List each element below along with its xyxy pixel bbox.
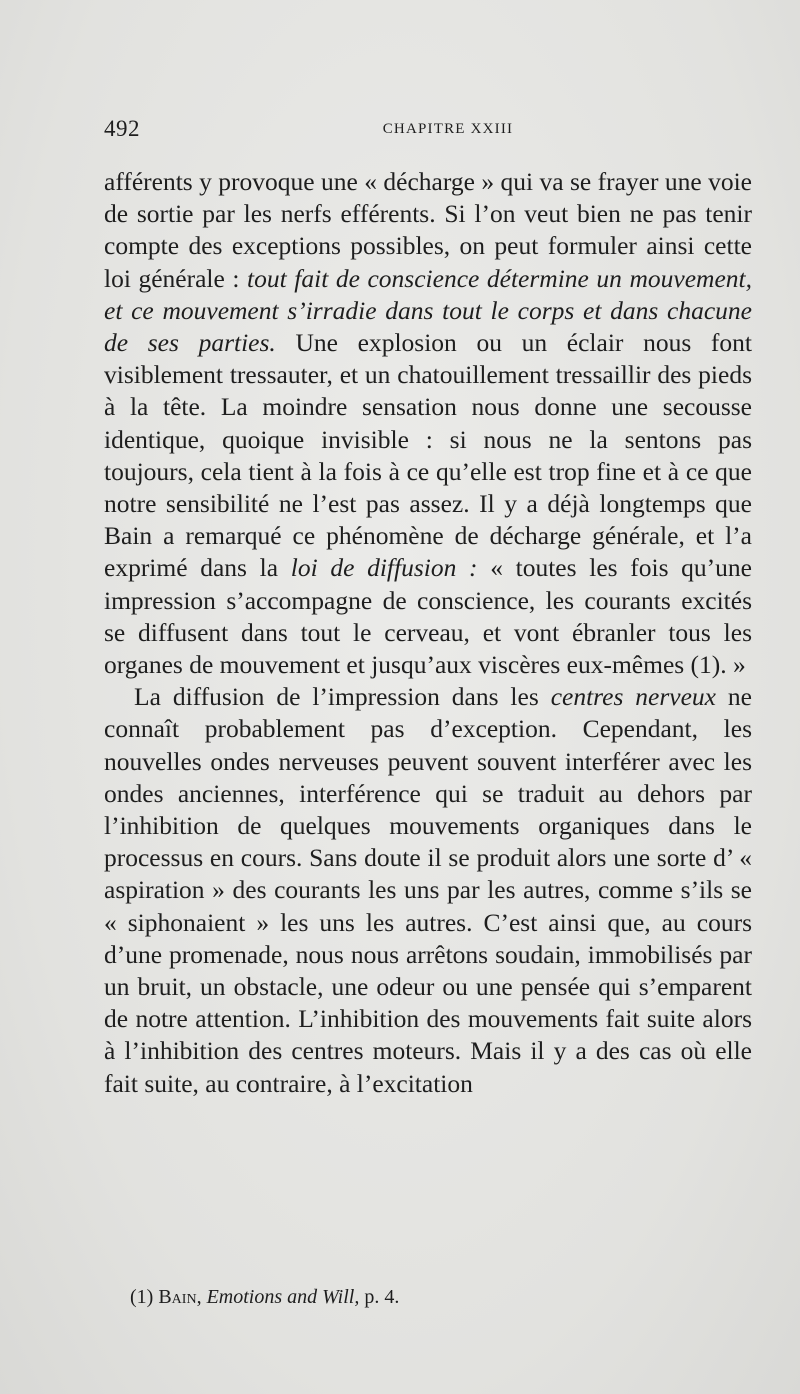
paragraph-2-italic-centres: centres nerveux (550, 682, 716, 712)
paragraph-1-text-a: afférents y provoque une « décharge » qui va se frayer une voie de sortie par les nerfs efférents. Si l’on veut bien ne pas tenir compte des exceptions possibles, on peut formuler ainsi cette loi générale : (104, 167, 752, 293)
paragraph-1-italic-diffusion: loi de diffusion : (290, 553, 478, 583)
paragraph-2 (104, 681, 752, 1100)
paragraph-2-text-b: ne connaît probablement pas d’exception. Cependant, les nouvelles ondes nerveuses peuvent souvent interférer avec les ondes anciennes, interférence qui se traduit au dehors par l’inhibition de quelques mouvements organiques dans le processus en cours. Sans doute il se produit alors une sorte d’ « aspiration » des courants les uns par les autres, comme s’ils se « siphonaient » les uns les autres. C’est ainsi que, au cours d’une promenade, nous nous arrêtons soudain, immobilisés par un bruit, un obstacle, une odeur ou une pensée qui s’emparent de notre attention. L’inhibition des mouvements fait suite alors à l’inhibition des centres moteurs. Mais il y a des cas où elle fait suite, au contraire, à l’excitation (104, 682, 752, 1098)
running-head: CHAPITRE XXIII (382, 121, 514, 137)
paragraph-2-text-a: La diffusion de l’impression dans les (134, 682, 551, 712)
footnote-author: Bain (158, 1286, 197, 1308)
paragraph-1-text-b: Une explosion ou un éclair nous font visiblement tressauter, et un chatouillement tressaillir des pieds à la tête. La moindre sensation nous donne une secousse identique, quoique invisible : si nous ne la sentons pas toujours, cela tient à la fois à ce qu’elle est trop fine et à ce que notre sensibilité ne l’est pas assez. Il y a déjà longtemps que Bain a remarqué ce phénomène de décharge générale, et l’a exprimé dans la (104, 328, 752, 583)
page-number: 492 (104, 116, 140, 141)
page-header (104, 116, 752, 148)
paragraph-1-text-c: « toutes les fois qu’une impression s’accompagne de conscience, les courants excités se diffusent dans tout le cerveau, et vont ébranler tous les organes de mouvement et jusqu’aux viscères eux-mêmes (1). » (104, 553, 752, 680)
paragraph-1-italic-law: tout fait de conscience détermine un mouvement, et ce mouvement s’irradie dans tout le corps et dans chacune de ses parties. (104, 263, 752, 358)
footnote (130, 1284, 750, 1310)
footnote-separator: , (196, 1286, 207, 1308)
footnote-title: Emotions and Will, (206, 1286, 360, 1308)
footnote-page: p. 4. (359, 1286, 400, 1308)
footnote-marker: (1) (130, 1286, 159, 1308)
body-text (104, 166, 752, 1100)
paragraph-1 (104, 166, 752, 681)
